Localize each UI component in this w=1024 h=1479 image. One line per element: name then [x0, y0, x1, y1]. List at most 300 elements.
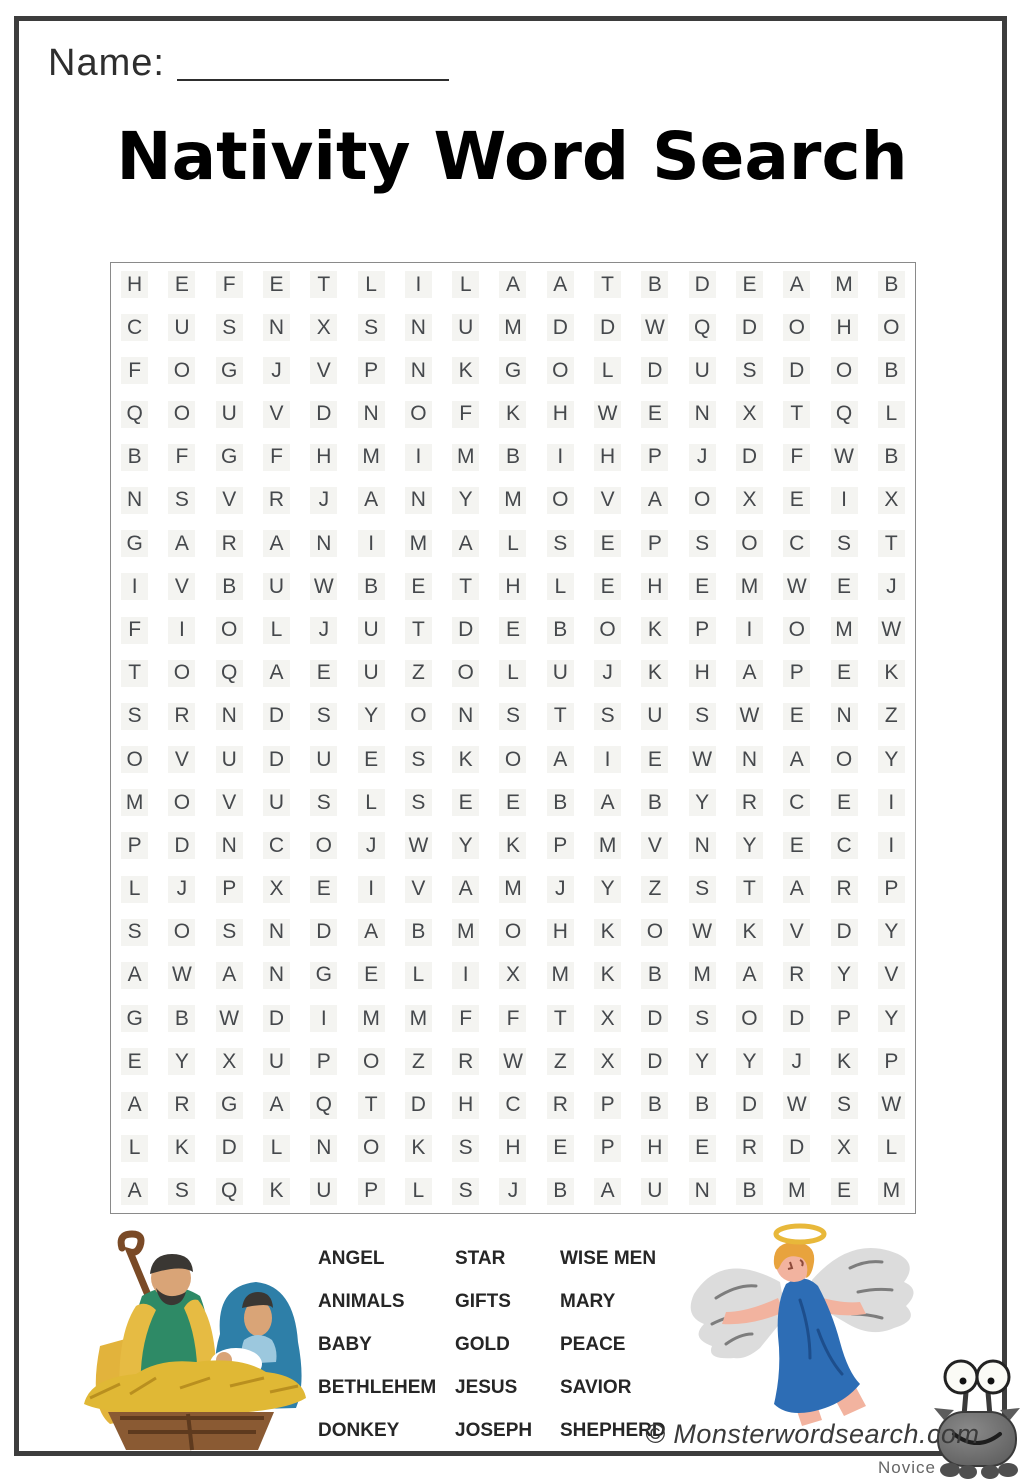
- word-list-column: [455, 1248, 560, 1463]
- grid-cell: I: [347, 522, 394, 565]
- flying-angel-illustration: [682, 1220, 922, 1432]
- grid-cell: A: [773, 263, 820, 306]
- grid-cell: K: [820, 1040, 867, 1083]
- grid-cell: L: [253, 1127, 300, 1170]
- grid-cell: B: [631, 1083, 678, 1126]
- grid-cell: S: [820, 522, 867, 565]
- grid-cell: S: [111, 695, 158, 738]
- grid-cell: C: [773, 781, 820, 824]
- grid-cell: H: [631, 565, 678, 608]
- grid-cell: D: [726, 1083, 773, 1126]
- grid-cell: L: [395, 1170, 442, 1213]
- grid-cell: M: [584, 824, 631, 867]
- grid-cell: E: [489, 608, 536, 651]
- page-title: Nativity Word Search: [116, 118, 908, 195]
- monster-mascot: [930, 1354, 1024, 1479]
- grid-cell: J: [489, 1170, 536, 1213]
- grid-cell: P: [300, 1040, 347, 1083]
- foot-3: [981, 1465, 999, 1479]
- grid-cell: Y: [584, 868, 631, 911]
- grid-cell: D: [726, 306, 773, 349]
- grid-cell: Z: [868, 695, 915, 738]
- grid-cell: N: [300, 1127, 347, 1170]
- grid-cell: K: [584, 954, 631, 997]
- grid-cell: A: [442, 868, 489, 911]
- grid-cell: W: [300, 565, 347, 608]
- grid-cell: U: [300, 1170, 347, 1213]
- grid-cell: N: [820, 695, 867, 738]
- grid-cell: R: [158, 695, 205, 738]
- grid-cell: A: [347, 479, 394, 522]
- grid-cell: Q: [679, 306, 726, 349]
- grid-cell: S: [300, 781, 347, 824]
- grid-cell: P: [584, 1127, 631, 1170]
- grid-cell: B: [679, 1083, 726, 1126]
- grid-cell: K: [631, 652, 678, 695]
- grid-cell: U: [253, 781, 300, 824]
- grid-cell: S: [442, 1127, 489, 1170]
- grid-cell: M: [395, 997, 442, 1040]
- grid-cell: E: [820, 781, 867, 824]
- grid-cell: A: [253, 522, 300, 565]
- grid-cell: E: [773, 479, 820, 522]
- grid-cell: Z: [537, 1040, 584, 1083]
- grid-cell: Y: [158, 1040, 205, 1083]
- grid-cell: P: [347, 349, 394, 392]
- grid-cell: J: [584, 652, 631, 695]
- grid-cell: N: [395, 349, 442, 392]
- grid-cell: O: [158, 781, 205, 824]
- grid-cell: L: [868, 1127, 915, 1170]
- grid-cell: O: [395, 695, 442, 738]
- grid-cell: X: [584, 1040, 631, 1083]
- grid-cell: D: [631, 349, 678, 392]
- grid-cell: Q: [300, 1083, 347, 1126]
- grid-cell: S: [679, 997, 726, 1040]
- grid-cell: M: [347, 436, 394, 479]
- grid-cell: O: [111, 738, 158, 781]
- grid-cell: T: [347, 1083, 394, 1126]
- grid-cell: E: [726, 263, 773, 306]
- grid-cell: V: [253, 393, 300, 436]
- grid-cell: W: [631, 306, 678, 349]
- grid-cell: W: [158, 954, 205, 997]
- grid-cell: W: [679, 738, 726, 781]
- grid-cell: U: [206, 393, 253, 436]
- grid-cell: G: [206, 1083, 253, 1126]
- grid-cell: S: [489, 695, 536, 738]
- grid-cell: W: [868, 1083, 915, 1126]
- grid-cell: O: [489, 738, 536, 781]
- grid-cell: A: [773, 868, 820, 911]
- grid-cell: J: [679, 436, 726, 479]
- grid-cell: T: [442, 565, 489, 608]
- grid-cell: R: [442, 1040, 489, 1083]
- grid-cell: P: [868, 1040, 915, 1083]
- grid-cell: S: [111, 911, 158, 954]
- name-blank-line[interactable]: [177, 51, 449, 81]
- grid-cell: N: [395, 306, 442, 349]
- grid-cell: V: [395, 868, 442, 911]
- grid-cell: U: [679, 349, 726, 392]
- grid-cell: D: [300, 911, 347, 954]
- grid-cell: E: [679, 1127, 726, 1170]
- word-list-column: [318, 1248, 455, 1463]
- grid-cell: B: [631, 954, 678, 997]
- grid-cell: M: [820, 608, 867, 651]
- grid-cell: N: [679, 393, 726, 436]
- grid-cell: E: [537, 1127, 584, 1170]
- grid-cell: Y: [442, 479, 489, 522]
- grid-cell: C: [773, 522, 820, 565]
- grid-cell: F: [111, 349, 158, 392]
- grid-cell: T: [773, 393, 820, 436]
- grid-cell: N: [395, 479, 442, 522]
- grid-cell: E: [300, 868, 347, 911]
- grid-cell: H: [489, 565, 536, 608]
- grid-cell: Y: [868, 738, 915, 781]
- grid-cell: N: [111, 479, 158, 522]
- grid-cell: L: [347, 781, 394, 824]
- grid-cell: O: [537, 349, 584, 392]
- grid-cell: I: [300, 997, 347, 1040]
- grid-cell: H: [537, 911, 584, 954]
- grid-cell: O: [158, 393, 205, 436]
- grid-cell: K: [726, 911, 773, 954]
- grid-cell: Y: [868, 911, 915, 954]
- grid-cell: E: [679, 565, 726, 608]
- grid-cell: W: [726, 695, 773, 738]
- grid-cell: E: [584, 565, 631, 608]
- grid-cell: P: [631, 436, 678, 479]
- grid-cell: B: [395, 911, 442, 954]
- grid-cell: Q: [206, 652, 253, 695]
- grid-cell: K: [489, 393, 536, 436]
- grid-cell: Y: [679, 1040, 726, 1083]
- grid-cell: F: [442, 393, 489, 436]
- grid-cell: U: [631, 1170, 678, 1213]
- grid-cell: Y: [726, 824, 773, 867]
- grid-cell: H: [442, 1083, 489, 1126]
- grid-cell: I: [395, 263, 442, 306]
- grid-cell: U: [300, 738, 347, 781]
- monster-eye-left: [945, 1361, 977, 1393]
- grid-cell: N: [442, 695, 489, 738]
- grid-cell: E: [820, 1170, 867, 1213]
- grid-cell: B: [158, 997, 205, 1040]
- grid-cell: T: [111, 652, 158, 695]
- pupil-right: [988, 1378, 995, 1385]
- grid-cell: U: [206, 738, 253, 781]
- grid-cell: S: [158, 479, 205, 522]
- grid-cell: C: [111, 306, 158, 349]
- grid-cell: H: [111, 263, 158, 306]
- grid-cell: I: [537, 436, 584, 479]
- grid-cell: M: [347, 997, 394, 1040]
- grid-cell: O: [158, 349, 205, 392]
- grid-cell: M: [773, 1170, 820, 1213]
- grid-cell: S: [584, 695, 631, 738]
- grid-cell: K: [442, 738, 489, 781]
- grid-cell: M: [395, 522, 442, 565]
- grid-cell: O: [158, 911, 205, 954]
- grid-cell: P: [537, 824, 584, 867]
- grid-cell: L: [584, 349, 631, 392]
- grid-cell: O: [347, 1040, 394, 1083]
- foot-2: [959, 1465, 977, 1479]
- grid-cell: A: [111, 1083, 158, 1126]
- grid-cell: H: [679, 652, 726, 695]
- grid-cell: T: [726, 868, 773, 911]
- word-list-item: JOSEPH: [455, 1420, 533, 1441]
- grid-cell: M: [726, 565, 773, 608]
- grid-cell: T: [868, 522, 915, 565]
- grid-cell: Y: [347, 695, 394, 738]
- grid-cell: E: [111, 1040, 158, 1083]
- grid-cell: B: [206, 565, 253, 608]
- grid-cell: E: [820, 652, 867, 695]
- grid-cell: L: [111, 868, 158, 911]
- grid-cell: J: [868, 565, 915, 608]
- grid-cell: O: [726, 522, 773, 565]
- grid-cell: I: [584, 738, 631, 781]
- grid-cell: R: [820, 868, 867, 911]
- grid-cell: N: [726, 738, 773, 781]
- difficulty-level: Novice: [878, 1458, 936, 1477]
- grid-cell: F: [442, 997, 489, 1040]
- foot-1: [940, 1463, 960, 1477]
- grid-cell: I: [395, 436, 442, 479]
- grid-cell: B: [537, 1170, 584, 1213]
- grid-cell: S: [158, 1170, 205, 1213]
- grid-cell: L: [868, 393, 915, 436]
- grid-cell: O: [395, 393, 442, 436]
- grid-cell: R: [253, 479, 300, 522]
- grid-cell: X: [726, 479, 773, 522]
- grid-cell: E: [442, 781, 489, 824]
- grid-cell: A: [584, 781, 631, 824]
- grid-cell: M: [820, 263, 867, 306]
- grid-cell: A: [584, 1170, 631, 1213]
- grid-cell: Q: [820, 393, 867, 436]
- grid-cell: S: [300, 695, 347, 738]
- grid-cell: P: [111, 824, 158, 867]
- grid-cell: K: [584, 911, 631, 954]
- grid-cell: X: [206, 1040, 253, 1083]
- grid-cell: V: [868, 954, 915, 997]
- grid-cell: Q: [206, 1170, 253, 1213]
- grid-cell: P: [679, 608, 726, 651]
- grid-cell: O: [158, 652, 205, 695]
- grid-cell: L: [111, 1127, 158, 1170]
- grid-cell: B: [631, 263, 678, 306]
- grid-cell: O: [442, 652, 489, 695]
- grid-cell: B: [631, 781, 678, 824]
- grid-cell: S: [726, 349, 773, 392]
- grid-cell: C: [489, 1083, 536, 1126]
- grid-cell: D: [395, 1083, 442, 1126]
- grid-cell: D: [537, 306, 584, 349]
- grid-cell: A: [253, 1083, 300, 1126]
- grid-cell: G: [111, 522, 158, 565]
- grid-cell: O: [537, 479, 584, 522]
- grid-cell: T: [300, 263, 347, 306]
- grid-cell: D: [773, 997, 820, 1040]
- grid-cell: W: [584, 393, 631, 436]
- grid-cell: M: [442, 911, 489, 954]
- grid-cell: L: [253, 608, 300, 651]
- grid-cell: B: [726, 1170, 773, 1213]
- grid-cell: N: [206, 824, 253, 867]
- grid-cell: O: [489, 911, 536, 954]
- grid-cell: V: [300, 349, 347, 392]
- grid-cell: A: [773, 738, 820, 781]
- grid-cell: Y: [820, 954, 867, 997]
- grid-cell: K: [158, 1127, 205, 1170]
- grid-cell: F: [253, 436, 300, 479]
- name-label: Name:: [48, 42, 165, 84]
- grid-cell: L: [395, 954, 442, 997]
- grid-cell: N: [206, 695, 253, 738]
- grid-cell: V: [584, 479, 631, 522]
- word-list-item: JESUS: [455, 1377, 518, 1398]
- grid-cell: K: [442, 349, 489, 392]
- grid-cell: A: [347, 911, 394, 954]
- grid-cell: S: [679, 522, 726, 565]
- grid-cell: U: [347, 608, 394, 651]
- grid-cell: X: [584, 997, 631, 1040]
- grid-cell: M: [111, 781, 158, 824]
- word-list-item: GIFTS: [455, 1291, 511, 1312]
- grid-cell: M: [868, 1170, 915, 1213]
- grid-cell: L: [489, 652, 536, 695]
- grid-cell: I: [111, 565, 158, 608]
- grid-cell: O: [820, 738, 867, 781]
- grid-cell: U: [158, 306, 205, 349]
- grid-cell: D: [679, 263, 726, 306]
- grid-cell: K: [253, 1170, 300, 1213]
- grid-cell: N: [253, 954, 300, 997]
- grid-cell: N: [253, 306, 300, 349]
- grid-cell: D: [158, 824, 205, 867]
- grid-cell: B: [537, 781, 584, 824]
- word-list-item: SHEPHERD: [560, 1420, 666, 1441]
- grid-cell: B: [537, 608, 584, 651]
- grid-cell: R: [158, 1083, 205, 1126]
- grid-cell: I: [868, 824, 915, 867]
- word-list-item: DONKEY: [318, 1420, 400, 1441]
- grid-cell: J: [537, 868, 584, 911]
- word-list-item: MARY: [560, 1291, 616, 1312]
- grid-cell: H: [820, 306, 867, 349]
- grid-cell: D: [206, 1127, 253, 1170]
- grid-cell: E: [395, 565, 442, 608]
- grid-cell: U: [253, 565, 300, 608]
- grid-cell: O: [868, 306, 915, 349]
- grid-cell: O: [820, 349, 867, 392]
- grid-cell: U: [347, 652, 394, 695]
- grid-cell: Z: [395, 652, 442, 695]
- grid-cell: P: [820, 997, 867, 1040]
- grid-cell: J: [347, 824, 394, 867]
- grid-cell: U: [537, 652, 584, 695]
- grid-cell: D: [253, 997, 300, 1040]
- grid-cell: O: [679, 479, 726, 522]
- grid-cell: A: [158, 522, 205, 565]
- grid-cell: E: [773, 824, 820, 867]
- grid-cell: V: [158, 738, 205, 781]
- word-list: [318, 1248, 700, 1463]
- grid-cell: S: [206, 911, 253, 954]
- grid-cell: R: [726, 1127, 773, 1170]
- grid-cell: O: [773, 306, 820, 349]
- grid-cell: B: [347, 565, 394, 608]
- grid-cell: E: [253, 263, 300, 306]
- grid-cell: E: [489, 781, 536, 824]
- grid-cell: E: [158, 263, 205, 306]
- grid-cell: E: [631, 738, 678, 781]
- grid-cell: U: [631, 695, 678, 738]
- grid-cell: B: [489, 436, 536, 479]
- grid-cell: X: [820, 1127, 867, 1170]
- grid-cell: P: [868, 868, 915, 911]
- grid-cell: P: [347, 1170, 394, 1213]
- grid-cell: J: [158, 868, 205, 911]
- grid-cell: S: [820, 1083, 867, 1126]
- grid-cell: A: [206, 954, 253, 997]
- grid-cell: O: [726, 997, 773, 1040]
- grid-cell: G: [206, 349, 253, 392]
- grid-cell: D: [442, 608, 489, 651]
- grid-cell: S: [206, 306, 253, 349]
- grid-cell: A: [726, 652, 773, 695]
- grid-cell: L: [489, 522, 536, 565]
- grid-cell: Z: [395, 1040, 442, 1083]
- grid-cell: P: [631, 522, 678, 565]
- grid-cell: V: [206, 781, 253, 824]
- grid-cell: E: [300, 652, 347, 695]
- grid-cell: Y: [726, 1040, 773, 1083]
- grid-cell: W: [395, 824, 442, 867]
- grid-cell: O: [206, 608, 253, 651]
- grid-cell: R: [206, 522, 253, 565]
- grid-cell: G: [489, 349, 536, 392]
- grid-cell: A: [253, 652, 300, 695]
- monster-eye-right: [977, 1361, 1009, 1393]
- grid-cell: M: [489, 306, 536, 349]
- grid-cell: Y: [442, 824, 489, 867]
- grid-cell: B: [868, 349, 915, 392]
- pupil-left: [960, 1378, 967, 1385]
- grid-cell: Y: [868, 997, 915, 1040]
- grid-cell: R: [773, 954, 820, 997]
- grid-cell: H: [631, 1127, 678, 1170]
- grid-cell: T: [395, 608, 442, 651]
- grid-cell: R: [537, 1083, 584, 1126]
- grid-cell: K: [868, 652, 915, 695]
- grid-cell: A: [537, 263, 584, 306]
- grid-cell: I: [868, 781, 915, 824]
- grid-cell: N: [253, 911, 300, 954]
- grid-cell: O: [773, 608, 820, 651]
- grid-cell: G: [300, 954, 347, 997]
- grid-cell: M: [489, 868, 536, 911]
- grid-cell: O: [584, 608, 631, 651]
- word-list-item: ANGEL: [318, 1248, 385, 1269]
- grid-cell: E: [347, 738, 394, 781]
- grid-cell: G: [111, 997, 158, 1040]
- grid-cell: J: [773, 1040, 820, 1083]
